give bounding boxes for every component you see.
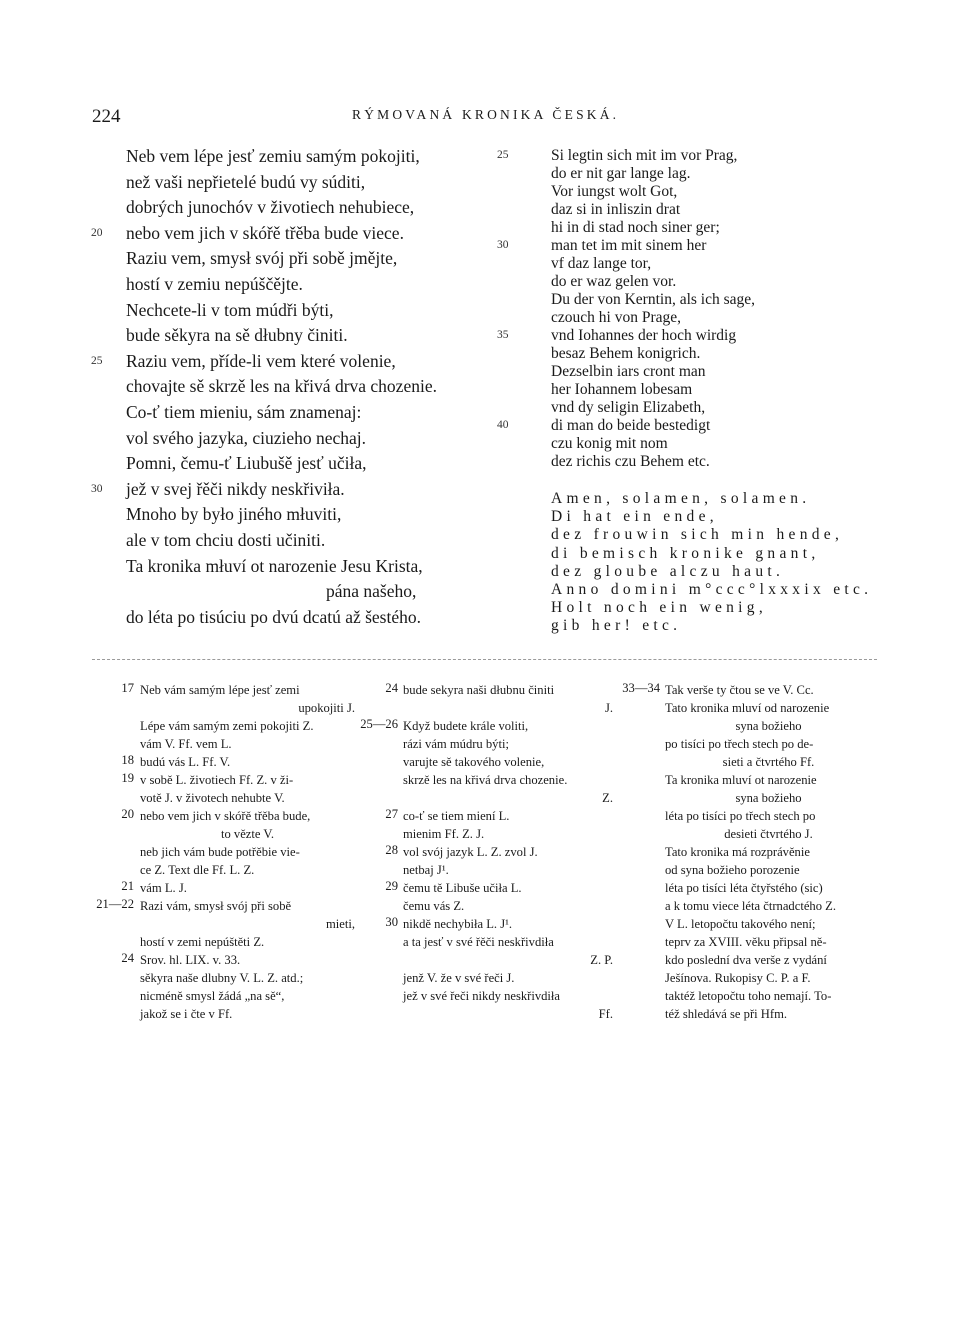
footnote-line: J.	[604, 701, 613, 715]
footnote-line: bude sekyra naši dłubnu činiti	[403, 683, 555, 697]
footnote-line: teprv za XVIII. věku připsal ně-	[665, 935, 827, 949]
footnote-line: léta po tisíci po třech stech po	[665, 809, 816, 823]
verse-line: Co-ť tiem mieniu, sám znamenaj:	[126, 402, 362, 422]
line-number: 20	[91, 226, 103, 239]
verse-line: Raziu vem, smysł svój při sobě jmějte,	[126, 248, 398, 269]
verse-line: do er waz gelen vor.	[551, 273, 677, 290]
colophon-line: Amen, solamen, solamen.	[551, 490, 811, 507]
line-number: 25	[91, 354, 103, 367]
verse-line: daz si in inliszin drat	[551, 201, 681, 218]
footnote-line: varujte sě takového volenie,	[403, 755, 545, 769]
colophon-line: Anno domini m°ccc°lxxxix etc.	[551, 581, 873, 598]
footnote-line: též shledává se při Hfm.	[665, 1007, 788, 1021]
verse-line: Pomni, čemu-ť Liubušě jesť učiła,	[126, 453, 367, 474]
line-number: 40	[497, 419, 509, 431]
verse-line: bude sěkyra na sě dłubny činiti.	[126, 325, 348, 346]
footnote-line: Ff.	[598, 1007, 613, 1021]
footnote-number: 20	[121, 807, 134, 821]
footnote-line: vol svój jazyk L. Z. zvol J.	[403, 845, 538, 859]
footnote-line: ce Z. Text dle Ff. L. Z.	[140, 863, 255, 877]
footnote-line: Tato kronika mluví od narozenie	[665, 701, 830, 715]
footnote-line: rázi vám múdru býti;	[403, 737, 509, 751]
footnote-number: 33—34	[622, 681, 660, 695]
verse-line: Mnoho by było jiného młuviti,	[126, 504, 342, 525]
footnote-number: 21—22	[96, 897, 134, 911]
footnote-line: od syna božieho porozenie	[665, 863, 800, 877]
footnote-line: Z. P.	[590, 953, 613, 967]
footnote-line: léta po tisíci léta čtyřstého (sic)	[665, 881, 823, 895]
footnote-line: vám V. Ff. vem L.	[140, 737, 232, 751]
verse-line: Dezselbin iars cront man	[551, 363, 706, 380]
footnote-line: Srov. hl. LIX. v. 33.	[140, 953, 241, 967]
verse-line: czu konig mit nom	[551, 435, 668, 452]
verse-line: vnd Iohannes der hoch wirdig	[551, 327, 737, 344]
verse-line: di man do beide bestedigt	[551, 417, 711, 434]
line-number: 25	[497, 149, 509, 161]
line-number: 30	[497, 239, 509, 251]
footnote-line: Když budete krále voliti,	[403, 719, 529, 733]
footnote-line: budú vás L. Ff. V.	[140, 755, 231, 769]
verse-line: chovajte sě skrzě les na křivá drva chozenie.	[126, 376, 437, 397]
verse-line: Du der von Kerntin, als ich sage,	[551, 291, 756, 308]
verse-line: hostí v zemiu nepúščějte.	[126, 274, 303, 294]
colophon-line: Di hat ein ende,	[551, 508, 718, 526]
colophon-line: dez frouwin sich min hende,	[551, 526, 844, 544]
footnote-line: jež v své řeči nikdy neskřivdiła	[403, 989, 561, 1003]
footnote-line: Tak verše ty čtou se ve V. Cc.	[665, 683, 814, 697]
footnote-number: 19	[121, 771, 134, 785]
colophon-line: dez gloube alczu haut.	[551, 562, 785, 580]
verse-line: dobrých junochóv v životiech nehubiece,	[126, 197, 415, 218]
verse-line: pána našeho,	[326, 581, 417, 602]
verse-line: Si legtin sich mit im vor Prag,	[551, 147, 738, 164]
footnote-line: desieti čtvrtého J.	[724, 827, 813, 841]
footnote-line: neb jich vám bude potřěbie vie-	[140, 845, 300, 859]
running-head: RÝMOVANÁ KRONIKA ČESKÁ.	[352, 107, 620, 122]
verse-line: ale v tom chciu dosti učiniti.	[126, 530, 326, 550]
footnote-line: jakož se i čte v Ff.	[140, 1007, 233, 1021]
verse-line: Raziu vem, příde-li vem které volenie,	[126, 350, 396, 371]
footnote-line: Neb vám samým lépe jesť zemi	[140, 683, 300, 697]
footnote-line: čemu tě Libuše učiła L.	[403, 881, 522, 895]
verse-line: vnd dy seligin Elizabeth,	[551, 399, 706, 416]
footnote-line: hostí v zemi nepúštěti Z.	[140, 935, 265, 949]
verse-line: man tet im mit sinem her	[551, 237, 707, 254]
footnote-line: sieti a čtvrtého Ff.	[722, 755, 815, 769]
verse-line: Ta kronika młuví ot narozenie Jesu Krista,	[126, 555, 423, 576]
footnote-line: kdo poslední dva verše z vydání	[665, 953, 827, 967]
footnote-number: 30	[385, 915, 398, 929]
footnote-line: nikdě nechybiła L. J¹.	[403, 917, 513, 931]
verse-line: než vaši nepřietelé budú vy súditi,	[126, 171, 366, 192]
footnote-line: upokojiti J.	[298, 701, 355, 715]
verse-line: vf daz lange tor,	[551, 255, 652, 272]
footnote-line: jenž V. že v své řeči J.	[403, 971, 515, 985]
footnote-line: co-ť se tiem miení L.	[403, 809, 510, 823]
footnote-number: 21	[121, 879, 134, 893]
footnote-line: čemu vás Z.	[403, 899, 465, 913]
footnote-line: Ješínova. Rukopisy C. P. a F.	[665, 971, 811, 985]
footnote-number: 27	[385, 807, 398, 821]
footnote-line: v sobě L. životiech Ff. Z. v ži-	[140, 773, 294, 787]
footnote-line: V L. letopočtu takového není;	[665, 917, 816, 931]
verse-line: jež v svej řěči nikdy neskřiviła.	[126, 478, 345, 499]
footnote-line: Tato kronika má rozprávěnie	[665, 845, 810, 859]
page-number: 224	[92, 106, 121, 127]
footnote-line: Z.	[602, 791, 613, 805]
footnote-separator	[92, 659, 877, 660]
footnote-line: nicméně smysl žádá „na sě“,	[140, 989, 285, 1003]
verse-line: her Iohannem lobesam	[551, 381, 693, 398]
footnote-line: Lépe vám samým zemi pokojiti Z.	[140, 719, 314, 733]
verse-line: besaz Behem konigrich.	[551, 345, 701, 362]
footnote-number: 28	[385, 843, 398, 857]
footnote-line: to vězte V.	[220, 827, 275, 841]
line-number: 30	[91, 482, 103, 495]
footnote-number: 24	[385, 681, 398, 695]
footnote-line: mieti,	[325, 917, 355, 931]
footnote-number: 18	[121, 753, 134, 767]
footnote-line: taktéž letopočtu toho nemají. To-	[665, 989, 832, 1003]
footnote-line: vám L. J.	[140, 881, 187, 895]
colophon-line: di bemisch kronike gnant,	[551, 544, 820, 562]
footnote-number: 24	[121, 951, 134, 965]
line-number: 35	[497, 329, 509, 341]
verse-line: czouch hi von Prage,	[551, 309, 681, 326]
footnote-line: nebo vem jich v skóřě třěba bude,	[140, 809, 311, 823]
footnote-line: po tisíci po třech stech po de-	[665, 737, 814, 751]
footnote-line: a ta jesť v své řěči neskřivdiła	[403, 935, 554, 949]
footnote-line: Razi vám, smysł svój při sobě	[140, 899, 292, 913]
footnote-line: a k tomu viece léta čtrnadctého Z.	[665, 899, 836, 913]
footnote-line: Ta kronika mluví ot narozenie	[665, 773, 817, 787]
footnote-line: skrzě les na křivá drva chozenie.	[403, 773, 568, 787]
footnote-line: syna božieho	[735, 791, 802, 805]
footnote-line: sěkyra naše dlubny V. L. Z. atd.;	[140, 971, 304, 985]
verse-line: hi in di stad noch siner ger;	[551, 219, 720, 236]
verse-line: Neb vem lépe jesť zemiu samým pokojiti,	[126, 146, 420, 166]
colophon-line: gib her! etc.	[551, 617, 682, 635]
footnote-number: 17	[121, 681, 134, 695]
verse-line: Nechcete-li v tom múdři býti,	[126, 299, 334, 320]
footnote-line: syna božieho	[735, 719, 802, 733]
colophon-line: Holt noch ein wenig,	[551, 599, 768, 617]
footnote-line: mienim Ff. Z. J.	[403, 827, 485, 841]
verse-line: nebo vem jich v skóřě třěba bude viece.	[126, 222, 404, 243]
footnote-line: votě J. v životech nehubte V.	[140, 791, 285, 805]
verse-line: dez richis czu Behem etc.	[551, 453, 710, 470]
verse-line: do léta po tisúciu po dvú dcatú až šestého.	[126, 606, 421, 627]
footnote-number: 29	[385, 879, 398, 893]
footnote-line: netbaj J¹.	[403, 863, 449, 877]
verse-line: Vor iungst wolt Got,	[551, 183, 678, 200]
verse-line: do er nit gar lange lag.	[551, 165, 691, 182]
verse-line: vol svého jazyka, ciuzieho nechaj.	[126, 427, 367, 448]
footnote-number: 25—26	[360, 717, 398, 731]
